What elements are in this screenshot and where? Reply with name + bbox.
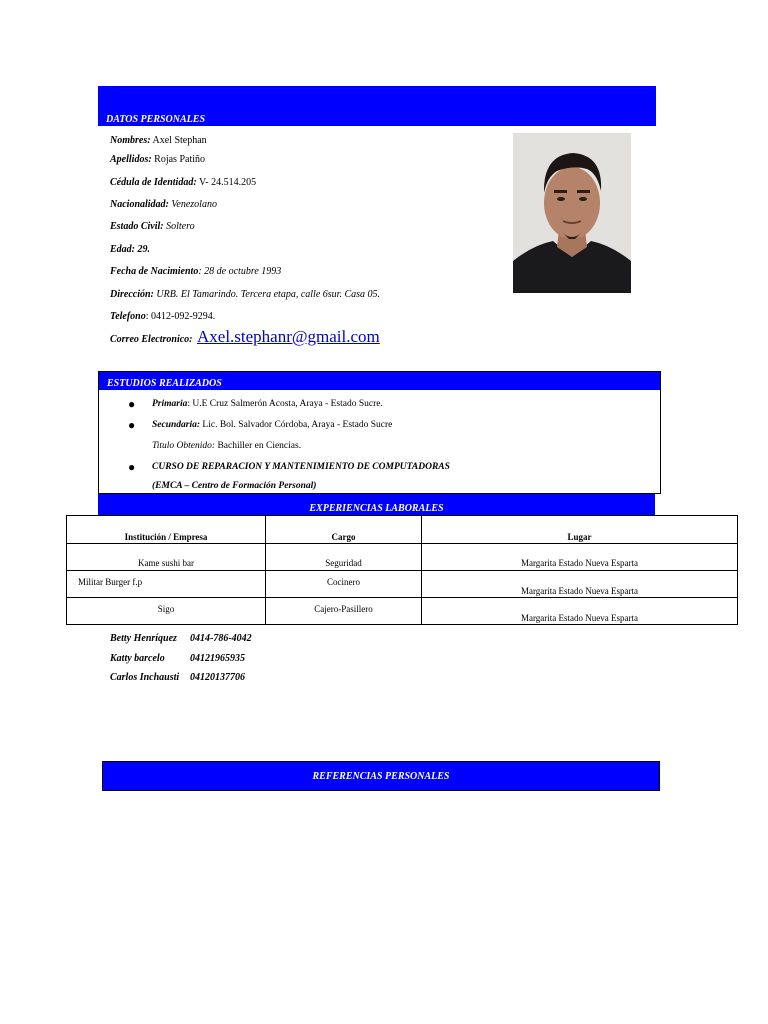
studies-titulo bbox=[152, 441, 301, 451]
studies-value: Lic. Bol. Salvador Córdoba, Araya - Estado Sucre bbox=[202, 420, 393, 430]
field-nacionalidad bbox=[110, 199, 217, 210]
studies-secundaria bbox=[152, 420, 392, 430]
studies-label: Primaria bbox=[152, 399, 188, 409]
column-header: Cargo bbox=[266, 516, 422, 544]
field-telefono bbox=[110, 311, 215, 322]
field-label: Nombres: bbox=[110, 135, 151, 146]
field-label: Apellidos: bbox=[110, 154, 152, 165]
studies-curso: CURSO DE REPARACION Y MANTENIMIENTO DE COMPUTADORAS bbox=[152, 462, 450, 472]
table-row bbox=[67, 571, 738, 598]
table-cell: Sigo bbox=[67, 598, 266, 625]
field-fecha-nacimiento bbox=[110, 266, 281, 277]
column-header: Institución / Empresa bbox=[67, 516, 266, 544]
reference-item bbox=[110, 653, 245, 664]
experience-table bbox=[66, 515, 738, 625]
reference-item bbox=[110, 672, 245, 683]
studies-primaria bbox=[152, 399, 383, 409]
bullet-icon: ● bbox=[128, 397, 136, 411]
experience-header-bar bbox=[98, 494, 655, 515]
field-cedula bbox=[110, 177, 256, 188]
studies-label: Titulo Obtenido: bbox=[152, 441, 216, 451]
reference-name: Betty Henríquez bbox=[110, 633, 177, 644]
experience-header: EXPERIENCIAS LABORALES bbox=[309, 503, 444, 514]
table-cell: Kame sushi bar bbox=[67, 544, 266, 571]
studies-header: ESTUDIOS REALIZADOS bbox=[107, 378, 222, 389]
table-cell: Margarita Estado Nueva Esparta bbox=[422, 598, 738, 625]
reference-phone: 04121965935 bbox=[190, 653, 245, 664]
field-direccion bbox=[110, 289, 380, 300]
email-link[interactable]: Axel.stephanr@gmail.com bbox=[197, 327, 380, 346]
field-label: Fecha de Nacimiento bbox=[110, 266, 199, 277]
reference-phone: 0414-786-4042 bbox=[190, 633, 252, 644]
table-cell: Militar Burger f.p bbox=[67, 571, 266, 598]
field-label: Nacionalidad: bbox=[110, 199, 169, 210]
studies-value: Bachiller en Ciencias. bbox=[217, 441, 302, 451]
field-label: Correo Electronico: bbox=[110, 334, 193, 345]
field-label: Edad: 29. bbox=[110, 244, 150, 255]
personal-header-bar bbox=[98, 86, 656, 126]
field-edad bbox=[110, 244, 150, 255]
field-nombres bbox=[110, 135, 207, 146]
personal-header: DATOS PERSONALES bbox=[106, 114, 206, 125]
table-cell: Margarita Estado Nueva Esparta bbox=[422, 544, 738, 571]
reference-item bbox=[110, 633, 252, 644]
table-cell: Cocinero bbox=[266, 571, 422, 598]
field-value: Venezolano bbox=[171, 199, 217, 210]
field-value: : 0412-092-9294. bbox=[145, 311, 216, 322]
table-row bbox=[67, 544, 738, 571]
references-header-bar bbox=[102, 761, 660, 791]
field-label: Dirección: bbox=[110, 289, 154, 300]
studies-curso-place: (EMCA – Centro de Formación Personal) bbox=[152, 481, 317, 491]
reference-name: Katty barcelo bbox=[110, 653, 165, 664]
field-label: Telefono bbox=[110, 311, 146, 322]
field-value: URB. El Tamarindo. Tercera etapa, calle 6sur. Casa 05. bbox=[156, 289, 381, 300]
studies-header-bar bbox=[99, 372, 660, 390]
field-estado-civil bbox=[110, 221, 195, 232]
field-value: Soltero bbox=[166, 221, 195, 232]
reference-phone: 04120137706 bbox=[190, 672, 245, 683]
bullet-icon: ● bbox=[128, 418, 136, 432]
reference-name: Carlos Inchausti bbox=[110, 672, 180, 683]
field-value: : 28 de octubre 1993 bbox=[198, 266, 282, 277]
table-row bbox=[67, 598, 738, 625]
field-label: Estado Civil: bbox=[110, 221, 164, 232]
field-apellidos bbox=[110, 154, 205, 165]
field-correo bbox=[110, 327, 380, 347]
references-header: REFERENCIAS PERSONALES bbox=[312, 771, 450, 782]
profile-photo bbox=[513, 133, 631, 293]
table-cell: Cajero-Pasillero bbox=[266, 598, 422, 625]
table-header-row bbox=[67, 516, 738, 544]
field-label: Cédula de Identidad: bbox=[110, 177, 197, 188]
column-header: Lugar bbox=[422, 516, 738, 544]
table-cell: Seguridad bbox=[266, 544, 422, 571]
table-cell: Margarita Estado Nueva Esparta bbox=[422, 571, 738, 598]
studies-value: : U.E Cruz Salmerón Acosta, Araya - Estado Sucre. bbox=[187, 399, 383, 409]
field-value: V- 24.514.205 bbox=[199, 177, 257, 188]
studies-label: Secundaria: bbox=[152, 420, 201, 430]
bullet-icon: ● bbox=[128, 460, 136, 474]
field-value: Rojas Patiño bbox=[154, 154, 206, 165]
person-portrait-icon bbox=[513, 133, 631, 293]
field-value: Axel Stephan bbox=[152, 135, 207, 146]
